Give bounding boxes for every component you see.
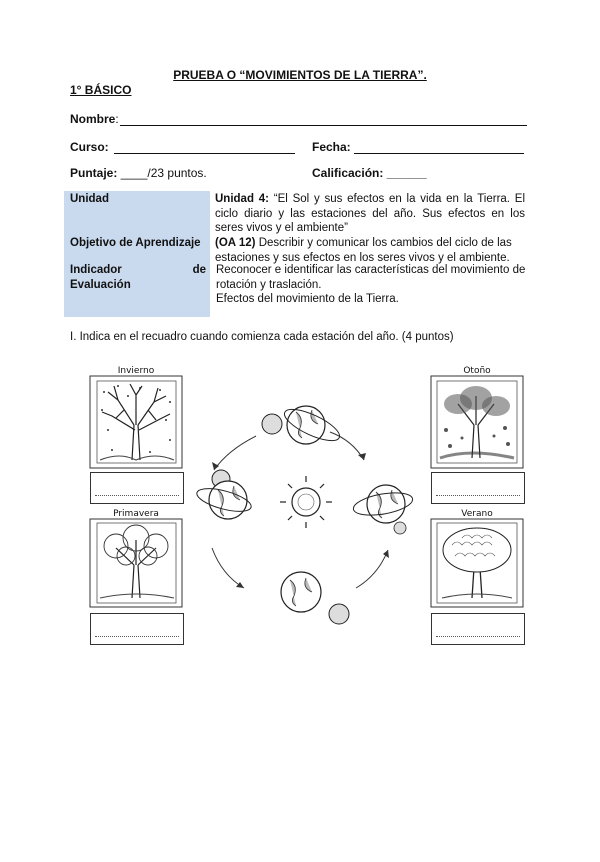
calificacion-label[interactable]: Calificación: ______	[312, 166, 427, 180]
grade-level: 1° BÁSICO	[70, 83, 132, 97]
earth-right-icon	[352, 485, 415, 534]
answer-box-primavera[interactable]	[90, 613, 184, 645]
fecha-label: Fecha:	[312, 140, 351, 154]
orbit-arrow-ne	[330, 432, 364, 460]
season-label-primavera: Primavera	[113, 509, 159, 519]
season-label-verano: Verano	[461, 509, 493, 519]
answer-box-invierno[interactable]	[90, 472, 184, 504]
earth-left-icon	[195, 470, 254, 519]
winter-tree-illustration	[90, 376, 182, 468]
page-title: PRUEBA O “MOVIMIENTOS DE LA TIERRA”.	[173, 68, 427, 82]
season-label-otono: Otoño	[463, 366, 491, 376]
indicador-text: Reconocer e identificar las características del movimiento de rotación y traslación. Efectos del movimiento de la Tierra.	[216, 264, 526, 305]
sun-icon	[280, 476, 332, 528]
autumn-tree-illustration	[431, 376, 523, 468]
orbit-diagram	[195, 403, 415, 624]
nombre-label: Nombre:	[70, 112, 119, 126]
unidad-text: Unidad 4: “El Sol y sus efectos en la vida en la Tierra. El ciclo diario y las estaciones del año. Sus efectos en los seres vivos y el ambiente”	[215, 193, 525, 234]
spring-tree-illustration	[90, 519, 182, 607]
indicador-label: Indicador de Evaluación	[70, 264, 206, 291]
orbit-arrow-nw	[214, 436, 256, 470]
instruction-text: I. Indica en el recuadro cuando comienza cada estación del año. (4 puntos)	[70, 331, 454, 343]
puntaje-label: Puntaje: ____/23 puntos.	[70, 166, 207, 180]
answer-box-otono[interactable]	[431, 472, 525, 504]
answer-box-verano[interactable]	[431, 613, 525, 645]
puntaje-field[interactable]: ____/23 puntos.	[120, 166, 207, 180]
orbit-arrow-se	[356, 550, 388, 588]
objetivo-label: Objetivo de Aprendizaje	[70, 237, 201, 249]
objetivo-text: (OA 12) Describir y comunicar los cambios del ciclo de las estaciones y sus efectos en los seres vivos y el ambiente.	[215, 237, 512, 264]
season-label-invierno: Invierno	[117, 366, 155, 376]
unidad-label: Unidad	[70, 193, 109, 205]
earth-bottom-icon	[281, 572, 349, 624]
summer-tree-illustration	[431, 519, 523, 607]
earth-top-icon	[262, 403, 343, 446]
orbit-arrow-sw	[212, 548, 244, 588]
curso-label: Curso:	[70, 140, 109, 154]
